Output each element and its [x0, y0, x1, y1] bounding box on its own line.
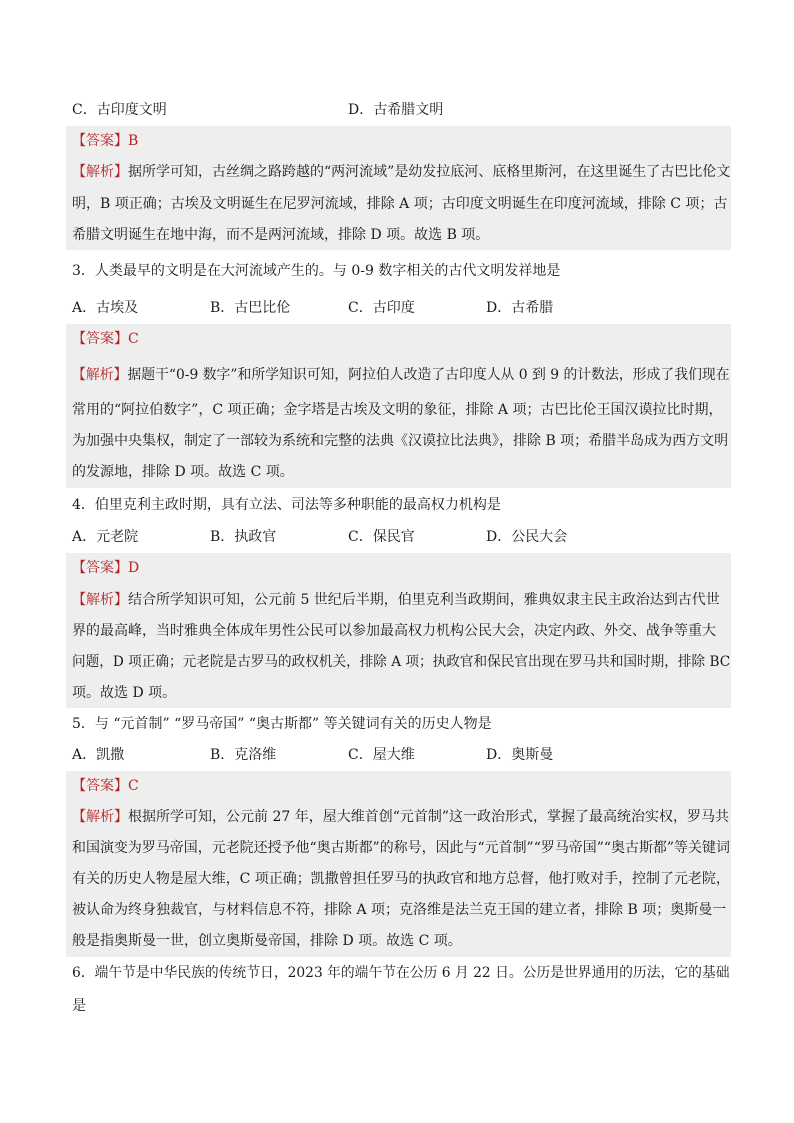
- q3-analysis-box: [66, 354, 731, 488]
- q3-option-b: B．古巴比伦: [210, 300, 291, 316]
- q2-option-c: C．古印度文明: [72, 102, 167, 118]
- analysis-line: 被认命为终身独裁官，与材料信息不符，排除 A 项；克洛维是法兰克王国的建立者，排除 B 项；奥斯曼一: [72, 902, 727, 918]
- analysis-line: 据题干“0-9 数字”和所学知识可知，阿拉伯人改造了古印度人从 0 到 9 的计数法，形成了我们现在: [127, 367, 730, 383]
- analysis-line: 界的最高峰，当时雅典全体成年男性公民可以参加最高权力机构公民大会，决定内政、外交、战争等重大: [72, 623, 716, 639]
- q2-answer-box: [66, 126, 731, 156]
- analysis-line: 常用的“阿拉伯数字”，C 项正确；金字塔是古埃及文明的象征，排除 A 项；古巴比伦王国汉谟拉比时期，: [72, 402, 723, 418]
- q5-answer-box: [66, 771, 731, 801]
- analysis-tag: 【解析】: [72, 164, 128, 180]
- analysis-line: 据所学可知，古丝绸之路跨越的“两河流域”是幼发拉底河、底格里斯河，在这里诞生了古巴比伦文: [128, 164, 731, 180]
- analysis-tag: 【解析】: [72, 367, 128, 383]
- answer-tag: 【答案】: [72, 331, 128, 347]
- q4-option-b: B．执政官: [210, 529, 277, 545]
- q3-stem: 3．人类最早的文明是在大河流域产生的。与 0-9 数字相关的古代文明发祥地是: [72, 263, 561, 279]
- q5-analysis-box: [66, 801, 731, 957]
- analysis-line: 结合所学知识可知，公元前 5 世纪后半期，伯里克利当政期间，雅典奴隶主民主政治达到古代世: [128, 592, 720, 608]
- q4-answer-box: [66, 553, 731, 583]
- answer-value: B: [128, 133, 139, 149]
- q2-analysis-box: [66, 156, 731, 250]
- q3-option-c: C．古印度: [348, 300, 415, 316]
- analysis-line: 明，B 项正确；古埃及文明诞生在尼罗河流域，排除 A 项；古印度文明诞生在印度河流域，排除 C 项；古: [72, 196, 728, 212]
- analysis-line: 有关的历史人物是屋大维，C 项正确；凯撒曾担任罗马的执政官和地方总督，他打败对手，控制了元老院，: [72, 871, 730, 887]
- answer-value: C: [128, 778, 139, 794]
- analysis-line: 般是指奥斯曼一世，创立奥斯曼帝国，排除 D 项。故选 C 项。: [72, 933, 462, 949]
- q5-option-d: D．奥斯曼: [486, 747, 554, 763]
- answer-value: D: [128, 560, 140, 576]
- answer-tag: 【答案】: [72, 778, 128, 794]
- q4-option-a: A．元老院: [72, 529, 139, 545]
- q3-option-a: A．古埃及: [72, 300, 139, 316]
- analysis-line: 问题，D 项正确；元老院是古罗马的政权机关，排除 A 项；执政官和保民官出现在罗马共和国时期，排除 BC: [72, 654, 731, 670]
- analysis-line: 的发源地，排除 D 项。故选 C 项。: [72, 464, 294, 480]
- q2-option-d: D．古希腊文明: [348, 102, 444, 118]
- analysis-line: 项。故选 D 项。: [72, 685, 177, 701]
- analysis-line: 根据所学可知，公元前 27 年，屋大维首创“元首制”这一政治形式，掌握了最高统治实权，罗马共: [128, 809, 730, 825]
- analysis-line: 和国演变为罗马帝国，元老院还授予他“奥古斯都”的称号，因此与“元首制”“罗马帝国”“奥古斯都”等关键词: [72, 840, 730, 856]
- analysis-tag: 【解析】: [72, 592, 128, 608]
- q5-option-c: C．屋大维: [348, 747, 415, 763]
- analysis-line: 希腊文明诞生在地中海，而不是两河流域，排除 D 项。故选 B 项。: [72, 227, 490, 243]
- q6-stem: 6．端午节是中华民族的传统节日，2023 年的端午节在公历 6 月 22 日。公历是世界通用的历法，它的基础: [72, 965, 730, 981]
- q6-stem-cont: 是: [72, 998, 86, 1014]
- q4-analysis-box: [66, 583, 731, 708]
- q4-stem: 4．伯里克利主政时期，具有立法、司法等多种职能的最高权力机构是: [72, 497, 501, 513]
- q4-option-d: D．公民大会: [486, 529, 568, 545]
- analysis-tag: 【解析】: [72, 809, 128, 825]
- q5-option-b: B．克洛维: [210, 747, 277, 763]
- q3-answer-box: [66, 324, 731, 354]
- q4-option-c: C．保民官: [348, 529, 415, 545]
- q5-option-a: A．凯撒: [72, 747, 125, 763]
- answer-tag: 【答案】: [72, 560, 128, 576]
- answer-tag: 【答案】: [72, 133, 128, 149]
- q3-option-d: D．古希腊: [486, 300, 554, 316]
- analysis-line: 为加强中央集权，制定了一部较为系统和完整的法典《汉谟拉比法典》，排除 B 项；希腊半岛成为西方文明: [72, 433, 729, 449]
- q5-stem: 5．与 “元首制” “罗马帝国” “奥古斯都” 等关键词有关的历史人物是: [72, 716, 492, 732]
- answer-value: C: [128, 331, 139, 347]
